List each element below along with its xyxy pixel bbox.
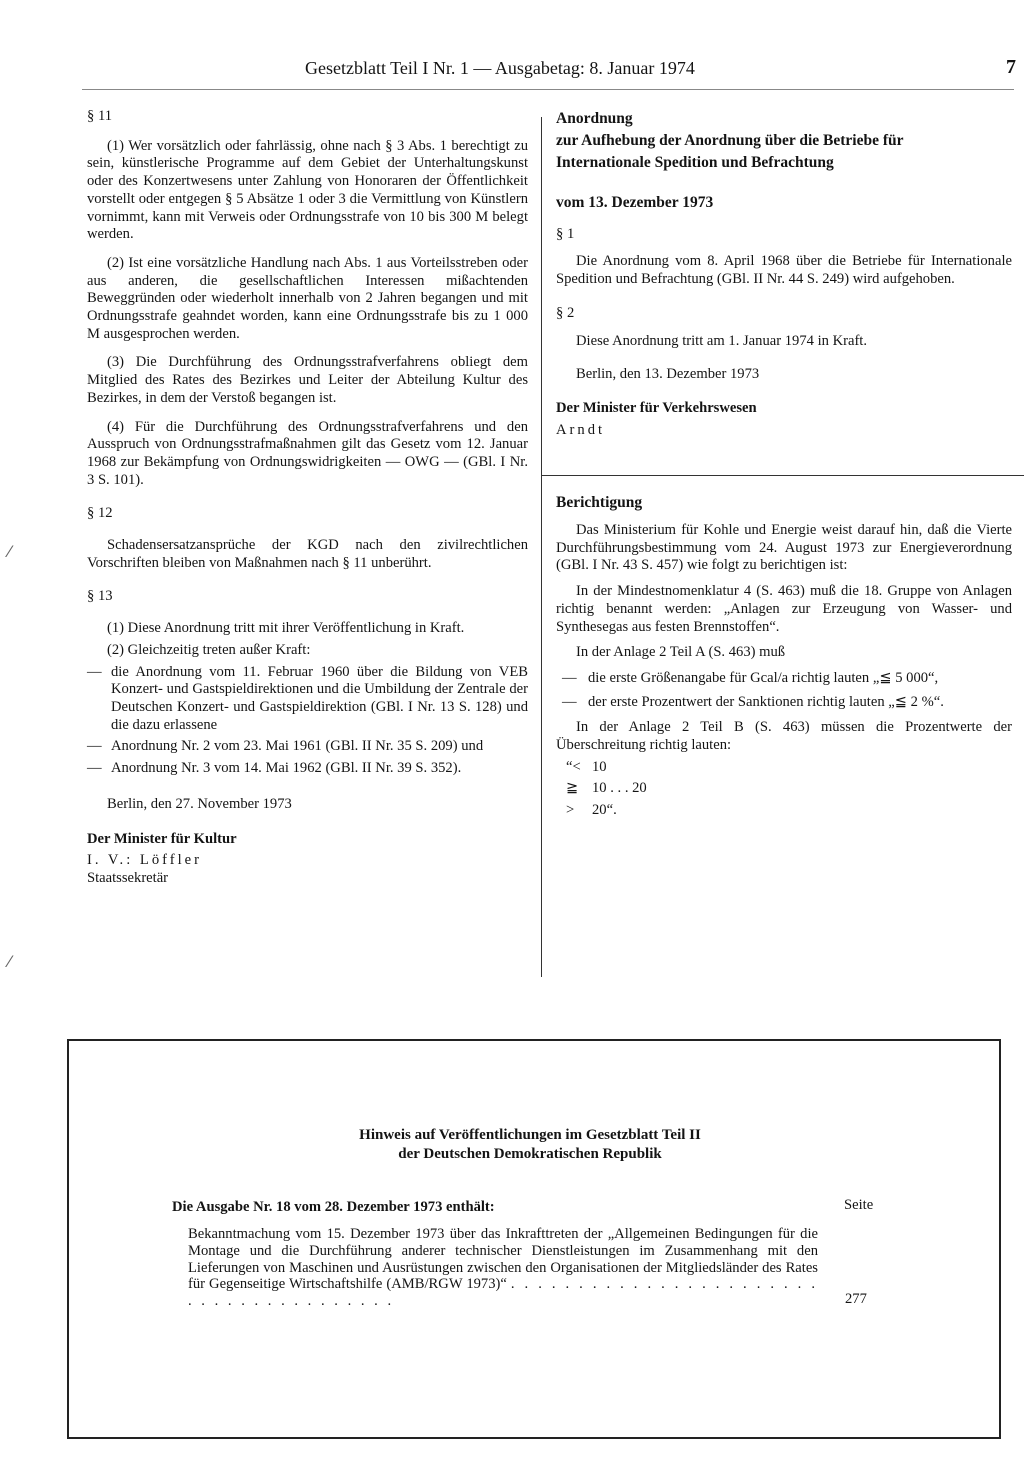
threshold-value: 20“. <box>592 802 617 819</box>
notice-title-line1: Hinweis auf Veröffentlichungen im Gesetzblatt Teil II <box>359 1127 701 1143</box>
notice-entry-text: Bekanntmachung vom 15. Dezember 1973 über das Inkrafttreten der „Allgemeinen Bedingungen für die Montage und die Durchführung anderer technischer Dienstleistungen im Zusammenhang mit den Lieferungen von Maschinen und Ausrüstungen zwischen den Organisationen der Mitgliedsländer des Rates für Gegenseitige Wirtschaftshilfe (AMB/RGW 1973)“ <box>188 1226 818 1293</box>
correction-heading: Berichtigung <box>556 494 643 512</box>
s13-paragraph-1: (1) Diese Anordnung tritt mit ihrer Veröffentlichung in Kraft. <box>107 620 465 637</box>
issue-line: Die Ausgabe Nr. 18 vom 28. Dezember 1973 enthält: <box>172 1199 495 1215</box>
s11-paragraph-3: (3) Die Durchführung des Ordnungsstrafverfahrens obliegt dem Mitglied des Rates des Bezirkes und Leiter der Abteilung Kultur des Bezirkes, in dem der Verstoß begangen ist. <box>87 354 528 406</box>
correction-paragraph-2: In der Mindestnomenklatur 4 (S. 463) muß die 18. Gruppe von Anlagen richtig benannt werden: „Anlagen zur Erzeugung von Wasser- und Synthesegas aus festen Brennstoffen“. <box>556 583 1012 635</box>
dash-marker: — <box>87 738 102 755</box>
s11-paragraph-1: (1) Wer vorsätzlich oder fahrlässig, ohne nach § 3 Abs. 1 berechtigt zu sein, künstlerische Programme auf dem Gebiet der Unterhaltungskunst oder des Konzertwesens unter Zahlung von Honoraren der Öffentlichkeit vorstellt oder entgegen § 5 Absätze 1 oder 3 die Vermittlung von Künstlern vornimmt, kann mit Verweis oder Ordnungsstrafe von 10 bis 300 M belegt werden. <box>87 137 528 243</box>
notice-title <box>130 1126 930 1164</box>
seite-label: Seite <box>844 1197 874 1213</box>
threshold-row <box>556 780 1012 798</box>
threshold-row <box>556 802 1012 820</box>
correction-item-text: der erste Prozentwert der Sanktionen richtig lauten „≦ 2 %“. <box>588 693 944 710</box>
correction-paragraph-1: Das Ministerium für Kohle und Energie weist darauf hin, daß die Vierte Durchführungsbestimmung vom 24. August 1973 zur Energieverordnung (GBl. I Nr. 43 S. 457) wie folgt zu berichtigen ist: <box>556 522 1012 574</box>
s12-paragraph-1: Schadensersatzansprüche der KGD nach den zivilrechtlichen Vorschriften bleiben von Maßnahmen nach § 11 unberührt. <box>87 537 528 571</box>
dash-marker: — <box>87 663 102 680</box>
section-11-heading: § 11 <box>87 108 112 124</box>
margin-check-mark-icon: ⁄ <box>8 952 11 971</box>
section-2-heading: § 2 <box>556 304 575 321</box>
repeal-item-text: die Anordnung vom 11. Februar 1960 über die Bildung von VEB Konzert- und Gastspieldirektionen und die Umbildung der Zentrale der Deutschen Konzert- und Gastspieldirektion (GBl. I Nr. 13 S. 128) und die dazu erlassene <box>111 663 528 733</box>
right-signature-name: Arndt <box>556 421 606 438</box>
correction-item <box>556 694 1012 712</box>
right-column <box>556 108 1012 820</box>
left-signature-role: Staatssekretär <box>87 869 169 886</box>
repeal-item-text: Anordnung Nr. 3 vom 14. Mai 1962 (GBl. II Nr. 39 S. 352). <box>111 760 462 777</box>
threshold-value: 10 <box>592 758 607 775</box>
ordinance-date: vom 13. Dezember 1973 <box>556 194 714 211</box>
s2-paragraph-1: Diese Anordnung tritt am 1. Januar 1974 in Kraft. <box>576 332 868 349</box>
section-divider <box>542 475 1024 476</box>
right-signature-office: Der Minister für Verkehrswesen <box>556 399 757 416</box>
correction-paragraph-3: In der Anlage 2 Teil A (S. 463) muß <box>576 644 786 661</box>
section-13-heading: § 13 <box>87 588 113 605</box>
ordinance-title-line3: Internationale Spedition und Befrachtung <box>556 154 834 171</box>
header-rule <box>82 89 1014 90</box>
threshold-symbol: ≧ <box>566 780 579 797</box>
threshold-row <box>556 759 1012 777</box>
margin-check-mark-icon: ⁄ <box>8 542 11 561</box>
repeal-item <box>87 738 528 756</box>
right-place-date: Berlin, den 13. Dezember 1973 <box>576 366 760 383</box>
ordinance-title-line1: Anordnung <box>556 110 633 127</box>
correction-item <box>556 670 1012 688</box>
s11-paragraph-4: (4) Für die Durchführung des Ordnungsstrafverfahrens und den Ausspruch von Ordnungsstrafmaßnahmen gilt das Gesetz vom 12. Januar 1968 zur Bekämpfung von Ordnungswidrigkeiten — OWG — (GBl. I Nr. 3 S. 101). <box>87 418 528 488</box>
left-place-date: Berlin, den 27. November 1973 <box>107 795 292 812</box>
repeal-item <box>87 664 528 735</box>
repeal-item-text: Anordnung Nr. 2 vom 23. Mai 1961 (GBl. II Nr. 35 S. 209) und <box>111 738 484 755</box>
running-header <box>0 58 1024 84</box>
threshold-value: 10 . . . 20 <box>592 780 647 797</box>
page-number: 7 <box>1006 56 1016 78</box>
section-1-heading: § 1 <box>556 225 575 242</box>
leader-dots: . . . . . . . . . . . . . . . . . . . . . . . . . . . . . . . . . . . . . . . <box>188 1276 818 1310</box>
threshold-symbol: > <box>566 802 575 819</box>
ordinance-title-line2: zur Aufhebung der Anordnung über die Betriebe für <box>556 132 904 149</box>
header-title: Gesetzblatt Teil I Nr. 1 — Ausgabetag: 8. Januar 1974 <box>305 58 695 78</box>
column-divider <box>541 117 542 977</box>
dash-marker: — <box>562 693 577 710</box>
dash-marker: — <box>87 760 102 777</box>
s11-paragraph-2: (2) Ist eine vorsätzliche Handlung nach Abs. 1 aus Vorteilsstreben oder aus anderen, die gesellschaftlichen Interessen mißachtenden Beweggründen oder wiederholt innerhalb von 2 Jahren begangen und mit Ordnungsstrafe geahndet worden, kann eine Ordnungsstrafe bis zu 1 000 M ausgesprochen werden. <box>87 254 528 342</box>
left-signature-office: Der Minister für Kultur <box>87 830 237 847</box>
notice-entry <box>188 1226 818 1310</box>
correction-paragraph-4: In der Anlage 2 Teil B (S. 463) müssen die Prozentwerte der Überschreitung richtig lauten: <box>556 719 1012 754</box>
threshold-symbol: “< <box>566 758 581 775</box>
s13-paragraph-2: (2) Gleichzeitig treten außer Kraft: <box>107 641 311 658</box>
s1-paragraph-1: Die Anordnung vom 8. April 1968 über die Betriebe für Internationale Spedition und Befrachtung (GBl. II Nr. 44 S. 249) wird aufgehoben. <box>556 253 1012 288</box>
notice-entry-page: 277 <box>845 1291 867 1307</box>
repeal-item <box>87 760 528 778</box>
left-signature-name: I. V.: Löffler <box>87 852 202 869</box>
left-column <box>87 108 528 888</box>
correction-item-text: die erste Größenangabe für Gcal/a richtig lauten „≦ 5 000“, <box>588 669 939 686</box>
dash-marker: — <box>562 669 577 686</box>
section-12-heading: § 12 <box>87 505 113 522</box>
notice-title-line2: der Deutschen Demokratischen Republik <box>398 1146 662 1162</box>
